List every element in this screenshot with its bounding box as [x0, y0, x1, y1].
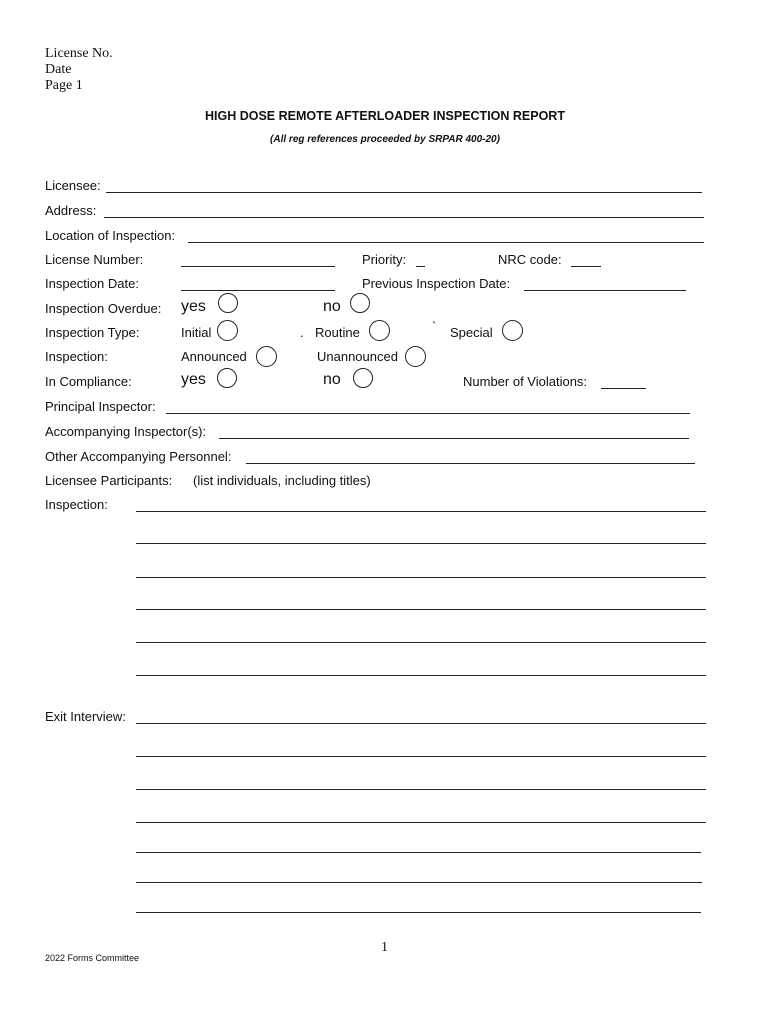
exit-interview-line[interactable]	[136, 723, 706, 724]
type-initial-radio[interactable]	[217, 320, 238, 341]
compliance-no-label: no	[323, 371, 341, 388]
principal-inspector-label: Principal Inspector:	[45, 399, 156, 414]
type-special-label: Special	[450, 325, 493, 340]
unannounced-label: Unannounced	[317, 349, 398, 364]
priority-field[interactable]	[416, 266, 425, 267]
license-number-label: License Number:	[45, 252, 144, 267]
compliance-no-radio[interactable]	[353, 368, 373, 388]
participants-hint: (list individuals, including titles)	[193, 473, 371, 488]
forms-committee-footer: 2022 Forms Committee	[45, 953, 140, 963]
inspection-notes-line[interactable]	[136, 675, 706, 676]
exit-interview-line[interactable]	[136, 822, 706, 823]
number-of-violations-label: Number of Violations:	[463, 374, 588, 389]
accompanying-inspectors-label: Accompanying Inspector(s):	[45, 424, 207, 439]
announced-label: Announced	[181, 349, 247, 364]
nrc-code-field[interactable]	[571, 266, 601, 267]
inspection-notes-line[interactable]	[136, 642, 706, 643]
address-label: Address:	[45, 203, 97, 218]
announced-radio[interactable]	[256, 346, 277, 367]
overdue-yes-radio[interactable]	[218, 293, 238, 313]
type-special-radio[interactable]	[502, 320, 523, 341]
inspection-overdue-label: Inspection Overdue:	[45, 301, 162, 316]
type-routine-radio[interactable]	[369, 320, 390, 341]
exit-interview-line[interactable]	[136, 789, 706, 790]
report-title: HIGH DOSE REMOTE AFTERLOADER INSPECTION REPORT	[205, 109, 565, 123]
exit-interview-line[interactable]	[136, 882, 702, 883]
license-number-field[interactable]	[181, 266, 335, 267]
exit-interview-line[interactable]	[136, 852, 701, 853]
licensee-field[interactable]	[106, 192, 702, 193]
inspection-date-field[interactable]	[181, 290, 335, 291]
exit-interview-line[interactable]	[136, 912, 701, 913]
principal-inspector-field[interactable]	[166, 413, 690, 414]
type-routine-label: Routine	[315, 325, 360, 340]
nrc-code-label: NRC code:	[498, 252, 562, 267]
overdue-no-label: no	[323, 298, 341, 315]
overdue-yes-label: yes	[181, 298, 206, 315]
location-label: Location of Inspection:	[45, 228, 176, 243]
previous-inspection-date-label: Previous Inspection Date:	[362, 276, 511, 291]
license-no-label: License No.	[45, 46, 113, 61]
exit-interview-line[interactable]	[136, 756, 706, 757]
type-initial-label: Initial	[181, 325, 212, 340]
accompanying-inspectors-field[interactable]	[219, 438, 689, 439]
compliance-yes-label: yes	[181, 371, 206, 388]
licensee-label: Licensee:	[45, 178, 101, 193]
compliance-yes-radio[interactable]	[217, 368, 237, 388]
inspection-date-label: Inspection Date:	[45, 276, 139, 291]
exit-interview-label: Exit Interview:	[45, 709, 126, 724]
date-label: Date	[45, 62, 72, 77]
page-label: Page 1	[45, 78, 83, 93]
address-field[interactable]	[104, 217, 704, 218]
inspection-notes-line[interactable]	[136, 543, 706, 544]
overdue-no-radio[interactable]	[350, 293, 370, 313]
inspection-notes-line[interactable]	[136, 577, 706, 578]
in-compliance-label: In Compliance:	[45, 374, 132, 389]
other-personnel-field[interactable]	[246, 463, 695, 464]
report-subtitle: (All reg references proceeded by SRPAR 400-20)	[270, 134, 500, 145]
special-mark: `	[432, 319, 437, 334]
location-field[interactable]	[188, 242, 704, 243]
other-personnel-label: Other Accompanying Personnel:	[45, 449, 232, 464]
inspection-notes-label: Inspection:	[45, 497, 108, 512]
inspection-notes-line[interactable]	[136, 609, 706, 610]
inspection-type-label: Inspection Type:	[45, 325, 140, 340]
licensee-participants-label: Licensee Participants:	[45, 473, 173, 488]
priority-label: Priority:	[362, 252, 407, 267]
inspection-label: Inspection:	[45, 349, 108, 364]
previous-inspection-date-field[interactable]	[524, 290, 686, 291]
page-number: 1	[381, 940, 388, 955]
inspection-notes-line[interactable]	[136, 511, 706, 512]
routine-mark: .	[300, 325, 304, 340]
number-of-violations-field[interactable]	[601, 388, 646, 389]
unannounced-radio[interactable]	[405, 346, 426, 367]
